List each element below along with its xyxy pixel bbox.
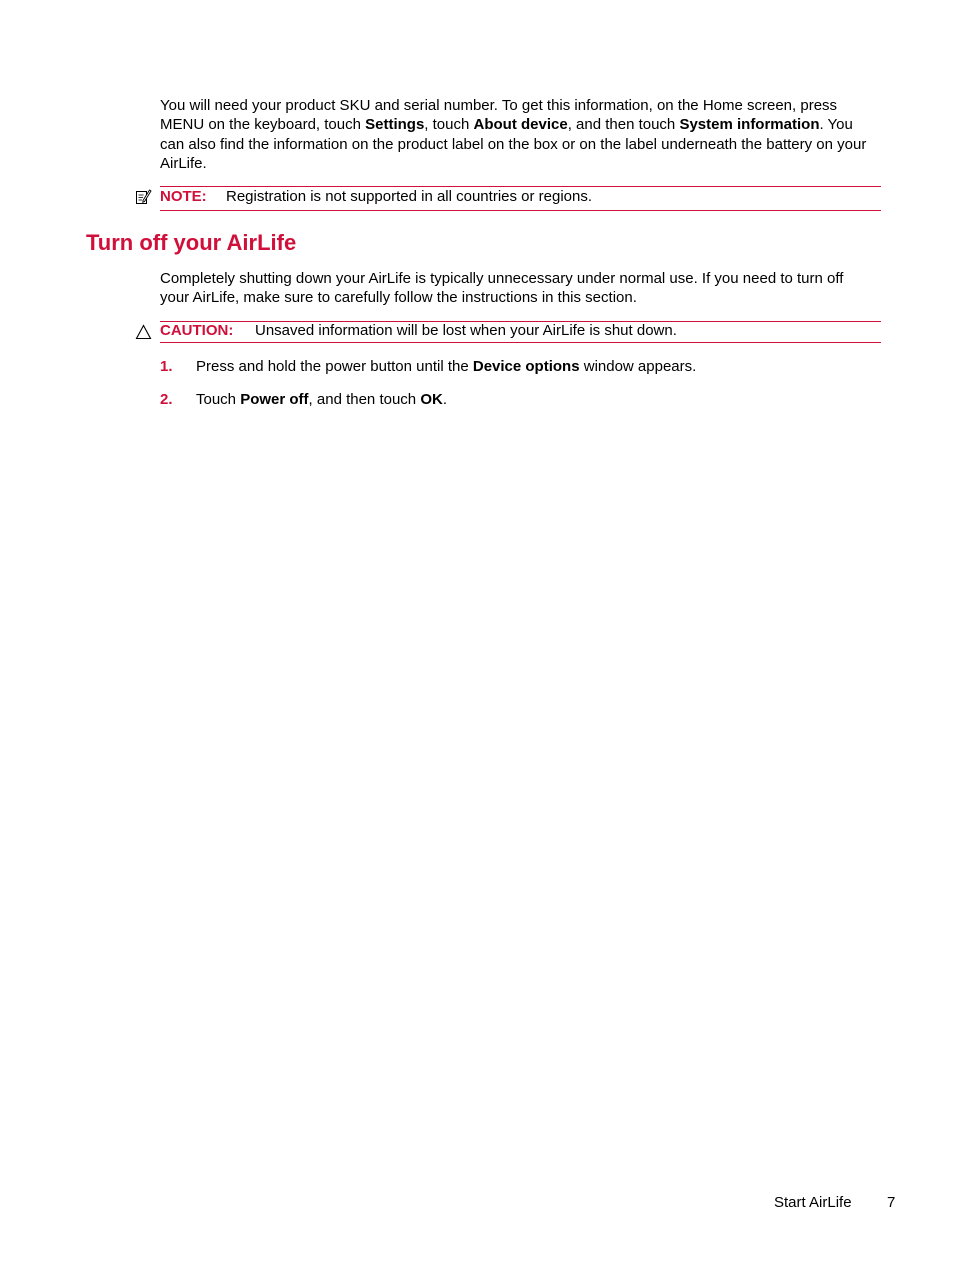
step-number: 2. [160,391,173,408]
system-information-term: System information [679,116,820,134]
step-text-part: . [442,391,447,408]
power-off-term: Power off [240,391,309,408]
ok-term: OK [420,391,443,408]
step-text [196,390,447,409]
caution-text: Unsaved information will be lost when your AirLife is shut down. [255,322,677,339]
step-text [196,357,696,376]
step-number: 1. [160,358,173,375]
intro-text: . You can also find the information on the product label on the box or on the label underneath the battery on your AirLife. [160,116,867,172]
step-text-part: Press and hold the power button until the [196,358,473,375]
note-label: NOTE: [160,188,207,205]
step-text-part: window appears. [579,358,697,375]
caution-triangle-icon [135,323,152,341]
caution-label: CAUTION: [160,322,234,339]
section-body: Completely shutting down your AirLife is typically unnecessary under normal use. If you need to turn off your AirLife, make sure to carefully follow the instructions in this section. [160,270,844,307]
intro-text: , touch [424,116,474,134]
intro-text: You will need your product SKU and serial number. To get this information, on the Home screen, press MENU on the keyboard, touch [160,97,838,134]
note-text: Registration is not supported in all countries or regions. [226,188,593,205]
footer-section-title: Start AirLife [774,1194,852,1211]
device-options-term: Device options [472,358,580,375]
step-text-part: , and then touch [308,391,421,408]
section-heading: Turn off your AirLife [86,230,297,255]
intro-paragraph [160,96,876,173]
intro-text: , and then touch [567,116,680,134]
step-text-part: Touch [196,391,241,408]
page-number: 7 [887,1194,896,1211]
about-device-term: About device [473,116,568,134]
note-box [160,186,881,211]
settings-term: Settings [365,116,425,134]
caution-box [160,321,881,343]
note-pencil-icon [135,188,152,206]
